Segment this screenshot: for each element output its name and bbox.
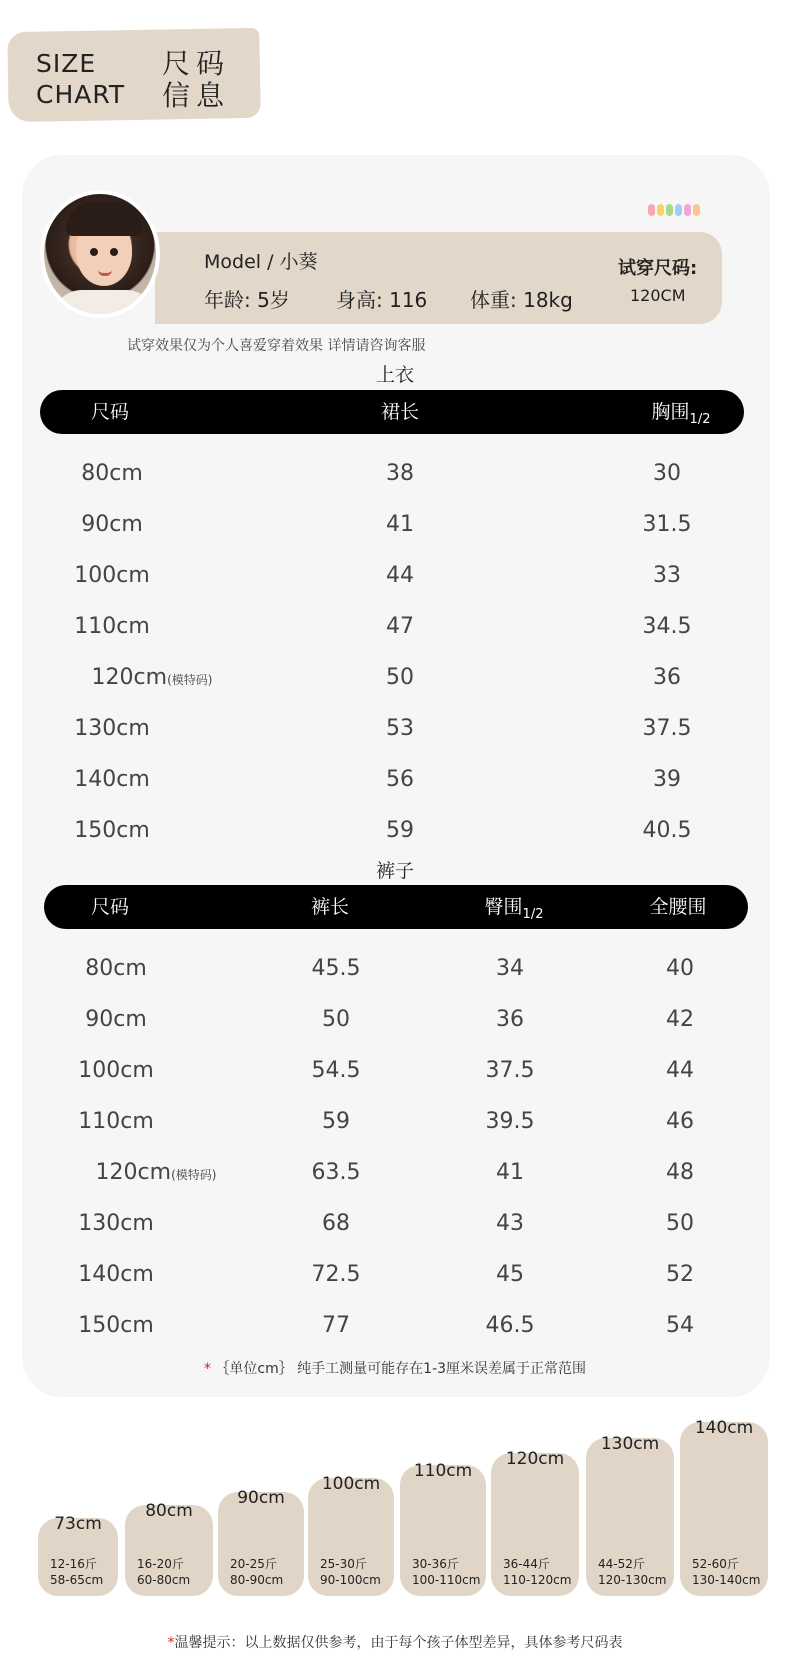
model-size-tag: (模特码) (171, 1168, 217, 1182)
top-row-chest-value: 30 (653, 461, 681, 486)
pants-row-size (66, 1056, 166, 1086)
pants-row-waist-value: 44 (666, 1058, 694, 1083)
pants-row-waist (640, 1311, 720, 1341)
pants-row-hip-value: 41 (496, 1160, 524, 1185)
top-row-size (62, 459, 162, 489)
pants-row-size-value: 100cm (78, 1058, 154, 1083)
bar-weight-label: 52-60斤 (692, 1557, 739, 1571)
model-age: 年龄: 5岁 (204, 288, 290, 312)
pants-row-hip (470, 1158, 550, 1188)
top-row-size-value: 120cm (91, 665, 168, 690)
top-row-length (360, 816, 440, 846)
top-header-chest-label: 胸围 (651, 401, 690, 423)
bar-weight-label: 36-44斤 (503, 1557, 550, 1571)
pants-row-length (296, 954, 376, 984)
bar-height-label: 140cm (694, 1418, 754, 1438)
top-row-length-value: 50 (386, 665, 414, 690)
height-bar (680, 1418, 768, 1596)
bar-weight-label: 25-30斤 (320, 1557, 367, 1571)
pants-row-hip (470, 1056, 550, 1086)
top-row-size (62, 765, 162, 795)
height-bar (400, 1461, 486, 1596)
top-row-length (360, 612, 440, 642)
bar-range-label: 110-120cm (503, 1573, 572, 1587)
bar-range-label: 80-90cm (230, 1573, 284, 1587)
height-bar (125, 1501, 213, 1596)
top-row-length (360, 765, 440, 795)
top-row-length (360, 663, 440, 693)
model-size-tag: (模特码) (167, 673, 213, 687)
color-dot (675, 204, 682, 216)
pants-table-header (44, 885, 748, 929)
size-chart-title-zh (162, 48, 242, 112)
bar-range-label: 130-140cm (692, 1573, 761, 1587)
pants-row-length-value: 54.5 (311, 1058, 361, 1083)
top-row-length-value: 53 (386, 716, 414, 741)
top-row-size (62, 714, 162, 744)
top-header-chest (636, 390, 726, 442)
height-bar (586, 1434, 674, 1596)
pants-row-size-value: 90cm (85, 1007, 147, 1032)
pants-row-waist (640, 1107, 720, 1137)
pants-header-size: 尺码 (90, 896, 129, 918)
pants-row-length (296, 1056, 376, 1086)
top-row-length (360, 561, 440, 591)
color-dot (648, 204, 655, 216)
pants-row-waist (640, 1056, 720, 1086)
bar-weight-info (412, 1556, 480, 1588)
top-table-header (40, 390, 744, 434)
bar-height-label: 100cm (321, 1474, 381, 1494)
pants-row-hip (470, 1209, 550, 1239)
bar-range-label: 120-130cm (598, 1573, 667, 1587)
pants-row-length-value: 45.5 (311, 956, 361, 981)
pants-row-length-value: 59 (322, 1109, 350, 1134)
pants-row-size-value: 140cm (78, 1262, 154, 1287)
pants-row-hip-value: 36 (496, 1007, 524, 1032)
bar-height-label: 80cm (145, 1501, 193, 1521)
bar-weight-info (503, 1556, 571, 1588)
color-dot (666, 204, 673, 216)
top-row-length (360, 459, 440, 489)
top-row-length-value: 41 (386, 512, 414, 537)
top-row-size (62, 510, 162, 540)
unit-note-text: ｛单位cm｝ 纯手工测量可能存在1-3厘米误差属于正常范围 (215, 1361, 587, 1377)
top-header-length: 裙长 (380, 401, 419, 423)
pants-header-length: 裤长 (310, 896, 349, 918)
model-avatar (40, 190, 160, 318)
pants-row-length (296, 1107, 376, 1137)
pants-row-size-value: 80cm (85, 956, 147, 981)
try-size-value: 120CM (630, 286, 686, 305)
top-row-chest-value: 31.5 (642, 512, 692, 537)
tip-star: * (167, 1635, 175, 1651)
color-dot (684, 204, 691, 216)
pants-row-length (296, 1158, 376, 1188)
title-zh-line1: 尺码 (162, 47, 231, 80)
bar-range-label: 100-110cm (412, 1573, 481, 1587)
top-row-chest (622, 510, 712, 540)
top-row-chest-value: 34.5 (642, 614, 692, 639)
top-row-chest-value: 33 (653, 563, 681, 588)
bar-weight-label: 30-36斤 (412, 1557, 459, 1571)
top-row-chest (622, 561, 712, 591)
top-row-length-value: 47 (386, 614, 414, 639)
title-en-line2: CHART (36, 80, 126, 109)
top-header-chest-half: 1/2 (689, 411, 711, 427)
pants-row-size (66, 1260, 166, 1290)
bar-range-label: 60-80cm (137, 1573, 191, 1587)
top-row-chest-value: 40.5 (642, 818, 692, 843)
pants-row-waist-value: 48 (666, 1160, 694, 1185)
pants-row-length-value: 77 (322, 1313, 350, 1338)
size-chart-title-en (36, 48, 125, 110)
title-en-line1: SIZE (36, 49, 97, 78)
pants-row-waist-value: 42 (666, 1007, 694, 1032)
pants-section-title: 裤子 (375, 860, 414, 882)
pants-header-hip (464, 885, 564, 937)
top-row-size-value: 110cm (74, 614, 150, 639)
top-row-chest-value: 39 (653, 767, 681, 792)
avatar-hair (66, 202, 142, 236)
bar-weight-info (320, 1556, 381, 1588)
pants-row-size (66, 1107, 166, 1137)
avatar-eye-right (110, 248, 118, 256)
pants-row-waist-value: 54 (666, 1313, 694, 1338)
bar-height-label: 130cm (600, 1434, 660, 1454)
top-row-size-value: 90cm (81, 512, 143, 537)
tip-text: 温馨提示：以上数据仅供参考，由于每个孩子体型差异，具体参考尺码表 (174, 1635, 623, 1651)
pants-row-hip (470, 1005, 550, 1035)
pants-row-waist-value: 50 (666, 1211, 694, 1236)
model-weight: 体重: 18kg (470, 288, 573, 312)
pants-row-waist (640, 1209, 720, 1239)
bar-height-label: 73cm (54, 1514, 102, 1534)
pants-header-hip-half: 1/2 (522, 906, 544, 922)
bar-weight-info (598, 1556, 666, 1588)
pants-row-length (296, 1311, 376, 1341)
unit-note (0, 1358, 790, 1378)
pants-row-length (296, 1260, 376, 1290)
color-dots-decoration (648, 204, 700, 216)
bar-weight-info (50, 1556, 103, 1588)
pants-row-hip (470, 1107, 550, 1137)
top-row-length (360, 510, 440, 540)
top-row-length (360, 714, 440, 744)
pants-row-waist (640, 1158, 720, 1188)
pants-row-hip-value: 46.5 (485, 1313, 535, 1338)
pants-row-hip-value: 39.5 (485, 1109, 535, 1134)
bar-range-label: 90-100cm (320, 1573, 381, 1587)
top-row-size-value: 80cm (81, 461, 143, 486)
top-row-size-value: 140cm (74, 767, 150, 792)
bar-range-label: 58-65cm (50, 1573, 104, 1587)
pants-row-waist (640, 954, 720, 984)
pants-row-hip (470, 954, 550, 984)
pants-row-size-value: 120cm (95, 1160, 172, 1185)
bar-height-label: 120cm (505, 1449, 565, 1469)
top-row-length-value: 56 (386, 767, 414, 792)
top-row-size-value: 100cm (74, 563, 150, 588)
pants-row-waist-value: 46 (666, 1109, 694, 1134)
height-bar (218, 1488, 304, 1596)
bar-weight-info (692, 1556, 760, 1588)
pants-row-waist (640, 1260, 720, 1290)
avatar-eye-left (90, 248, 98, 256)
model-name: Model / 小葵 (204, 251, 318, 273)
pants-row-size (66, 1005, 166, 1035)
height-bar (38, 1514, 118, 1596)
pants-row-size-value: 110cm (78, 1109, 154, 1134)
top-row-chest-value: 37.5 (642, 716, 692, 741)
bar-height-label: 110cm (413, 1461, 473, 1481)
pants-row-length (296, 1005, 376, 1035)
pants-row-hip (470, 1260, 550, 1290)
pants-row-size (66, 1209, 166, 1239)
top-row-size (62, 561, 162, 591)
pants-row-hip-value: 45 (496, 1262, 524, 1287)
top-row-chest (622, 459, 712, 489)
pants-row-length-value: 63.5 (311, 1160, 361, 1185)
pants-row-length (296, 1209, 376, 1239)
top-row-size (72, 663, 232, 695)
tip-note (0, 1632, 790, 1652)
try-size-label: 试穿尺码: (618, 258, 698, 279)
model-note: 试穿效果仅为个人喜爱穿着效果 详情请咨询客服 (127, 338, 426, 354)
top-row-chest (622, 816, 712, 846)
pants-row-length-value: 50 (322, 1007, 350, 1032)
bar-weight-label: 20-25斤 (230, 1557, 277, 1571)
bar-weight-label: 44-52斤 (598, 1557, 645, 1571)
pants-row-hip-value: 37.5 (485, 1058, 535, 1083)
color-dot (693, 204, 700, 216)
pants-row-length-value: 72.5 (311, 1262, 361, 1287)
top-row-chest (622, 714, 712, 744)
pants-row-size (66, 954, 166, 984)
pants-row-waist-value: 52 (666, 1262, 694, 1287)
top-row-size (62, 816, 162, 846)
bar-weight-label: 16-20斤 (137, 1557, 184, 1571)
pants-row-size (76, 1158, 236, 1190)
top-row-chest-value: 36 (653, 665, 681, 690)
bar-height-label: 90cm (237, 1488, 285, 1508)
pants-header-waist: 全腰围 (649, 896, 707, 918)
pants-row-hip-value: 34 (496, 956, 524, 981)
pants-row-hip-value: 43 (496, 1211, 524, 1236)
top-row-size-value: 130cm (74, 716, 150, 741)
model-height: 身高: 116 (336, 288, 428, 312)
pants-row-length-value: 68 (322, 1211, 350, 1236)
pants-header-hip-label: 臀围 (484, 896, 523, 918)
pants-row-size-value: 130cm (78, 1211, 154, 1236)
top-row-size (62, 612, 162, 642)
pants-row-hip (470, 1311, 550, 1341)
unit-note-star: * (203, 1361, 211, 1377)
pants-row-size (66, 1311, 166, 1341)
top-row-length-value: 38 (386, 461, 414, 486)
top-row-chest (622, 663, 712, 693)
height-bar (491, 1449, 579, 1596)
bar-weight-info (230, 1556, 283, 1588)
bar-weight-label: 12-16斤 (50, 1557, 97, 1571)
top-header-size: 尺码 (90, 401, 129, 423)
top-row-chest (622, 612, 712, 642)
title-zh-line2: 信息 (162, 79, 231, 112)
avatar-body (52, 290, 156, 318)
height-bar (308, 1474, 394, 1596)
top-section-title: 上衣 (375, 364, 414, 386)
top-row-size-value: 150cm (74, 818, 150, 843)
pants-row-waist (640, 1005, 720, 1035)
color-dot (657, 204, 664, 216)
top-row-length-value: 59 (386, 818, 414, 843)
pants-row-waist-value: 40 (666, 956, 694, 981)
top-row-chest (622, 765, 712, 795)
pants-row-size-value: 150cm (78, 1313, 154, 1338)
bar-weight-info (137, 1556, 190, 1588)
top-row-length-value: 44 (386, 563, 414, 588)
